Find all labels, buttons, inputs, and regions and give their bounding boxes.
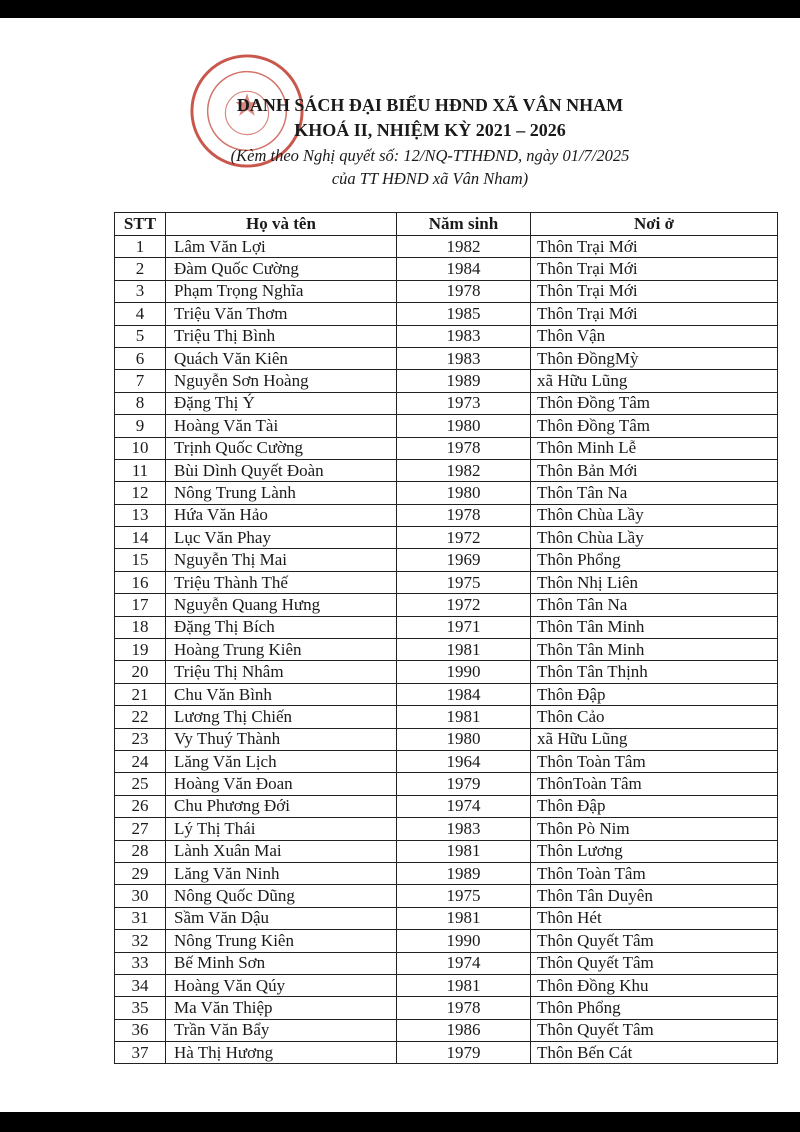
cell-residence: Thôn Đập [531, 795, 778, 817]
table-row [115, 594, 778, 616]
cell-stt: 37 [115, 1042, 166, 1064]
table-row [115, 773, 778, 795]
table-row [115, 370, 778, 392]
cell-birth-year: 1986 [397, 1019, 531, 1041]
cell-name: Lâm Văn Lợi [166, 236, 397, 258]
cell-stt: 31 [115, 907, 166, 929]
cell-residence: Thôn Toàn Tâm [531, 862, 778, 884]
cell-birth-year: 1964 [397, 750, 531, 772]
cell-birth-year: 1979 [397, 1042, 531, 1064]
table-row [115, 840, 778, 862]
cell-birth-year: 1972 [397, 594, 531, 616]
cell-name: Nguyễn Sơn Hoàng [166, 370, 397, 392]
cell-stt: 6 [115, 347, 166, 369]
scan-border-bottom [0, 1112, 800, 1132]
cell-stt: 22 [115, 706, 166, 728]
cell-birth-year: 1978 [397, 437, 531, 459]
cell-birth-year: 1982 [397, 236, 531, 258]
cell-birth-year: 1969 [397, 549, 531, 571]
cell-birth-year: 1975 [397, 571, 531, 593]
cell-birth-year: 1982 [397, 459, 531, 481]
cell-birth-year: 1989 [397, 370, 531, 392]
cell-residence: Thôn Tân Minh [531, 616, 778, 638]
cell-birth-year: 1980 [397, 728, 531, 750]
table-row [115, 818, 778, 840]
cell-name: Đặng Thị Bích [166, 616, 397, 638]
cell-stt: 15 [115, 549, 166, 571]
cell-birth-year: 1985 [397, 303, 531, 325]
cell-stt: 35 [115, 997, 166, 1019]
cell-residence: Thôn Trại Mới [531, 258, 778, 280]
cell-birth-year: 1978 [397, 504, 531, 526]
cell-name: Chu Phương Đới [166, 795, 397, 817]
cell-name: Nông Quốc Dũng [166, 885, 397, 907]
cell-name: Trịnh Quốc Cường [166, 437, 397, 459]
cell-name: Đặng Thị Ý [166, 392, 397, 414]
table-row [115, 459, 778, 481]
cell-stt: 18 [115, 616, 166, 638]
cell-name: Sầm Văn Dậu [166, 907, 397, 929]
cell-birth-year: 1974 [397, 795, 531, 817]
cell-residence: Thôn Hét [531, 907, 778, 929]
table-header-row [115, 213, 778, 236]
cell-name: Nông Trung Lành [166, 482, 397, 504]
cell-birth-year: 1981 [397, 907, 531, 929]
cell-residence: Thôn Tân Thịnh [531, 661, 778, 683]
document-title: DANH SÁCH ĐẠI BIỂU HĐND XÃ VÂN NHAM [236, 95, 624, 115]
cell-stt: 20 [115, 661, 166, 683]
column-header-residence: Nơi ở [531, 213, 778, 236]
table-row [115, 482, 778, 504]
table-row [115, 303, 778, 325]
cell-name: Lương Thị Chiến [166, 706, 397, 728]
cell-stt: 27 [115, 818, 166, 840]
cell-stt: 12 [115, 482, 166, 504]
cell-residence: Thôn Quyết Tâm [531, 1019, 778, 1041]
cell-residence: Thôn Lương [531, 840, 778, 862]
cell-stt: 2 [115, 258, 166, 280]
cell-name: Triệu Thị Nhâm [166, 661, 397, 683]
cell-residence: Thôn Cảo [531, 706, 778, 728]
cell-name: Nguyễn Thị Mai [166, 549, 397, 571]
table-row [115, 1042, 778, 1064]
cell-residence: Thôn Tân Na [531, 482, 778, 504]
cell-birth-year: 1983 [397, 818, 531, 840]
cell-residence: Thôn Minh Lễ [531, 437, 778, 459]
cell-stt: 24 [115, 750, 166, 772]
cell-residence: Thôn Chùa Lầy [531, 527, 778, 549]
cell-name: Hoàng Văn Qúy [166, 974, 397, 996]
cell-name: Phạm Trọng Nghĩa [166, 280, 397, 302]
cell-stt: 8 [115, 392, 166, 414]
table-row [115, 258, 778, 280]
cell-stt: 3 [115, 280, 166, 302]
cell-residence: xã Hữu Lũng [531, 728, 778, 750]
cell-residence: Thôn Trại Mới [531, 280, 778, 302]
table-row [115, 885, 778, 907]
cell-residence: Thôn Bến Cát [531, 1042, 778, 1064]
cell-residence: Thôn Vận [531, 325, 778, 347]
cell-name: Bế Minh Sơn [166, 952, 397, 974]
cell-name: Chu Văn Bình [166, 683, 397, 705]
cell-birth-year: 1980 [397, 415, 531, 437]
cell-residence: xã Hữu Lũng [531, 370, 778, 392]
cell-stt: 13 [115, 504, 166, 526]
cell-stt: 11 [115, 459, 166, 481]
cell-stt: 30 [115, 885, 166, 907]
cell-name: Triệu Thị Bình [166, 325, 397, 347]
cell-stt: 5 [115, 325, 166, 347]
cell-name: Lục Văn Phay [166, 527, 397, 549]
cell-name: Lành Xuân Mai [166, 840, 397, 862]
cell-stt: 10 [115, 437, 166, 459]
cell-stt: 16 [115, 571, 166, 593]
cell-name: Ma Văn Thiệp [166, 997, 397, 1019]
cell-name: Triệu Thành Thế [166, 571, 397, 593]
scan-border-top [0, 0, 800, 18]
cell-residence: Thôn Tân Duyên [531, 885, 778, 907]
cell-birth-year: 1990 [397, 661, 531, 683]
cell-name: Bùi Dình Quyết Đoàn [166, 459, 397, 481]
column-header-stt: STT [115, 213, 166, 236]
table-row [115, 974, 778, 996]
cell-residence: Thôn Đập [531, 683, 778, 705]
table-row [115, 571, 778, 593]
table-row [115, 907, 778, 929]
table-row [115, 415, 778, 437]
table-row [115, 549, 778, 571]
cell-residence: Thôn Đồng Tâm [531, 415, 778, 437]
cell-stt: 21 [115, 683, 166, 705]
cell-stt: 19 [115, 639, 166, 661]
cell-name: Lý Thị Thái [166, 818, 397, 840]
cell-stt: 17 [115, 594, 166, 616]
cell-birth-year: 1981 [397, 974, 531, 996]
table-row [115, 280, 778, 302]
cell-name: Hứa Văn Hảo [166, 504, 397, 526]
cell-birth-year: 1975 [397, 885, 531, 907]
issuing-authority: của TT HĐND xã Vân Nham) [331, 169, 529, 188]
cell-name: Hoàng Văn Tài [166, 415, 397, 437]
cell-residence: Thôn Bản Mới [531, 459, 778, 481]
table-row [115, 862, 778, 884]
cell-name: Lăng Văn Lịch [166, 750, 397, 772]
table-row [115, 347, 778, 369]
cell-residence: ThônToàn Tâm [531, 773, 778, 795]
cell-birth-year: 1981 [397, 706, 531, 728]
cell-stt: 7 [115, 370, 166, 392]
cell-birth-year: 1981 [397, 840, 531, 862]
cell-residence: Thôn Nhị Liên [531, 571, 778, 593]
cell-name: Hoàng Trung Kiên [166, 639, 397, 661]
cell-stt: 4 [115, 303, 166, 325]
cell-stt: 23 [115, 728, 166, 750]
cell-birth-year: 1980 [397, 482, 531, 504]
cell-stt: 28 [115, 840, 166, 862]
cell-birth-year: 1971 [397, 616, 531, 638]
cell-birth-year: 1981 [397, 639, 531, 661]
table-row [115, 236, 778, 258]
cell-name: Nguyễn Quang Hưng [166, 594, 397, 616]
cell-residence: Thôn Tân Na [531, 594, 778, 616]
cell-name: Lăng Văn Ninh [166, 862, 397, 884]
cell-birth-year: 1972 [397, 527, 531, 549]
cell-birth-year: 1978 [397, 997, 531, 1019]
table-row [115, 639, 778, 661]
cell-birth-year: 1979 [397, 773, 531, 795]
delegate-table [114, 212, 778, 1064]
cell-stt: 1 [115, 236, 166, 258]
cell-stt: 29 [115, 862, 166, 884]
cell-stt: 33 [115, 952, 166, 974]
cell-stt: 9 [115, 415, 166, 437]
cell-residence: Thôn Quyết Tâm [531, 930, 778, 952]
cell-birth-year: 1983 [397, 325, 531, 347]
document-term: KHOÁ II, NHIỆM KỲ 2021 – 2026 [294, 120, 566, 140]
table-row [115, 325, 778, 347]
cell-birth-year: 1974 [397, 952, 531, 974]
cell-birth-year: 1984 [397, 258, 531, 280]
cell-residence: Thôn Đồng Khu [531, 974, 778, 996]
cell-residence: Thôn Tân Minh [531, 639, 778, 661]
table-row [115, 437, 778, 459]
table-row [115, 997, 778, 1019]
cell-residence: Thôn Phổng [531, 997, 778, 1019]
cell-stt: 34 [115, 974, 166, 996]
table-row [115, 750, 778, 772]
cell-birth-year: 1978 [397, 280, 531, 302]
cell-birth-year: 1990 [397, 930, 531, 952]
cell-name: Triệu Văn Thơm [166, 303, 397, 325]
cell-name: Quách Văn Kiên [166, 347, 397, 369]
cell-residence: Thôn Đồng Tâm [531, 392, 778, 414]
cell-residence: Thôn Quyết Tâm [531, 952, 778, 974]
column-header-birth-year: Năm sinh [397, 213, 531, 236]
cell-name: Vy Thuý Thành [166, 728, 397, 750]
cell-birth-year: 1983 [397, 347, 531, 369]
table-row [115, 661, 778, 683]
column-header-name: Họ và tên [166, 213, 397, 236]
cell-birth-year: 1984 [397, 683, 531, 705]
table-row [115, 706, 778, 728]
cell-stt: 26 [115, 795, 166, 817]
table-row [115, 527, 778, 549]
table-row [115, 392, 778, 414]
cell-stt: 32 [115, 930, 166, 952]
cell-name: Trần Văn Bẩy [166, 1019, 397, 1041]
cell-stt: 25 [115, 773, 166, 795]
cell-stt: 14 [115, 527, 166, 549]
resolution-reference: (Kèm theo Nghị quyết số: 12/NQ-TTHĐND, ngày 01/7/2025 [230, 146, 630, 165]
cell-residence: Thôn Chùa Lầy [531, 504, 778, 526]
cell-name: Hoàng Văn Đoan [166, 773, 397, 795]
cell-birth-year: 1989 [397, 862, 531, 884]
table-row [115, 683, 778, 705]
table-row [115, 952, 778, 974]
table-row [115, 795, 778, 817]
table-row [115, 1019, 778, 1041]
cell-residence: Thôn Trại Mới [531, 303, 778, 325]
cell-residence: Thôn Pò Nim [531, 818, 778, 840]
table-row [115, 930, 778, 952]
cell-birth-year: 1973 [397, 392, 531, 414]
cell-residence: Thôn Toàn Tâm [531, 750, 778, 772]
cell-name: Đàm Quốc Cường [166, 258, 397, 280]
table-row [115, 728, 778, 750]
cell-residence: Thôn Trại Mới [531, 236, 778, 258]
cell-stt: 36 [115, 1019, 166, 1041]
table-row [115, 504, 778, 526]
cell-residence: Thôn Phổng [531, 549, 778, 571]
cell-residence: Thôn ĐồngMỳ [531, 347, 778, 369]
cell-name: Nông Trung Kiên [166, 930, 397, 952]
cell-name: Hà Thị Hương [166, 1042, 397, 1064]
table-row [115, 616, 778, 638]
